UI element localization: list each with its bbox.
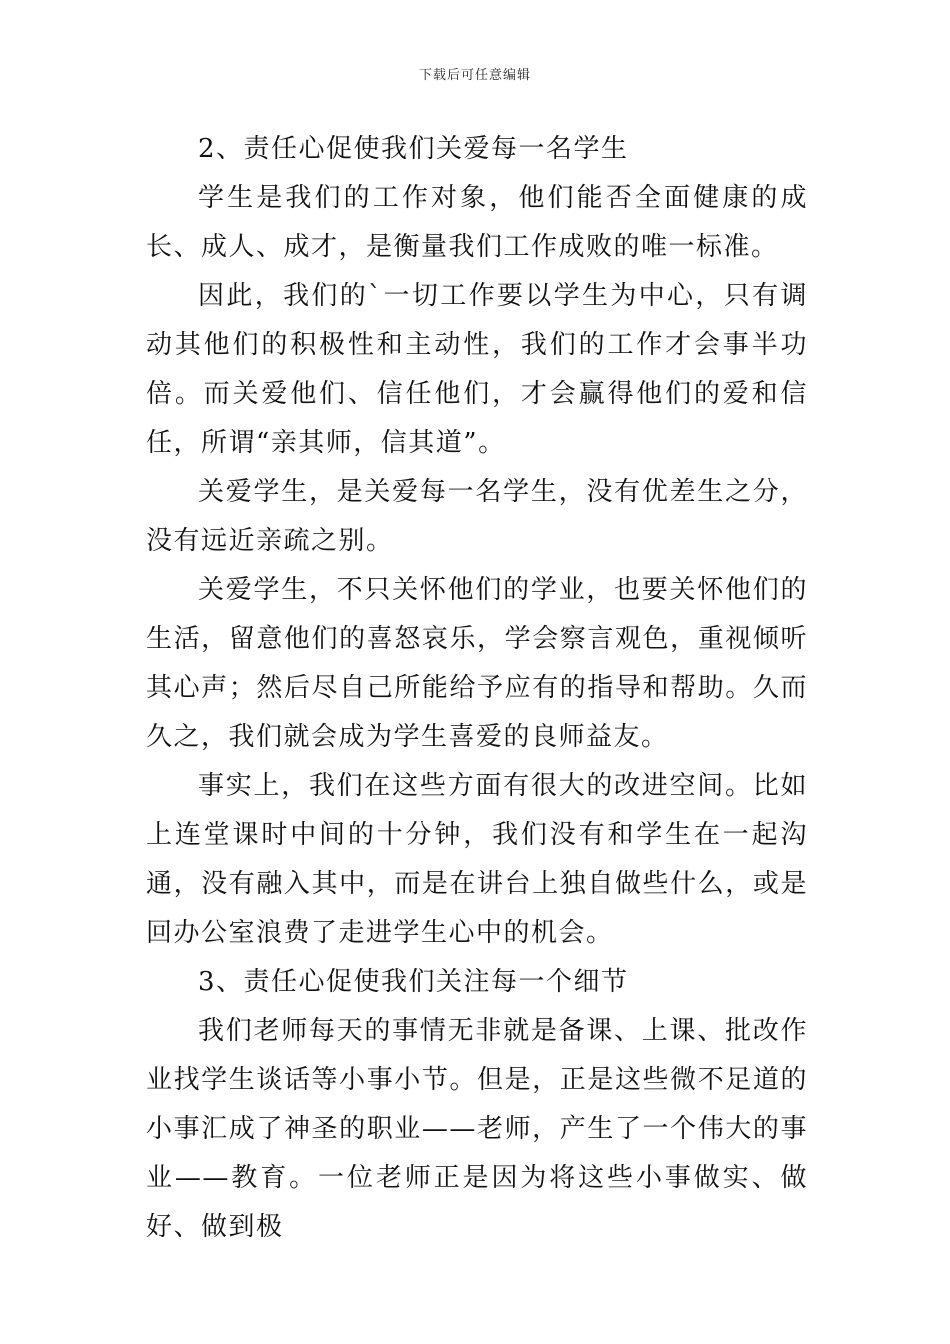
page-header: 下载后可任意编辑: [418, 68, 531, 83]
section-heading-2: 2、责任心促使我们关爱每一名学生: [198, 134, 629, 164]
paragraph: 关爱学生，不只关怀他们的学业，也要关怀他们的生活，留意他们的喜怒哀乐，学会察言观色，重视倾听其心声；然后尽自己所能给予应有的指导和帮助。久而久之，我们就会成为学生喜爱的良师益友。: [146, 575, 808, 752]
document-body: [146, 125, 808, 1252]
paragraph: 事实上，我们在这些方面有很大的改进空间。比如上连堂课时中间的十分钟，我们没有和学生在一起沟通，没有融入其中，而是在讲台上独自做些什么，或是回办公室浪费了走进学生心中的机会。: [146, 771, 808, 948]
paragraph: 学生是我们的工作对象，他们能否全面健康的成长、成人、成才，是衡量我们工作成败的唯一标准。: [146, 183, 808, 262]
paragraph: 关爱学生，是关爱每一名学生，没有优差生之分，没有远近亲疏之别。: [146, 477, 808, 556]
paragraph: 因此，我们的`一切工作要以学生为中心，只有调动其他们的积极性和主动性，我们的工作才会事半功倍。而关爱他们、信任他们，才会赢得他们的爱和信任，所谓“亲其师，信其道”。: [146, 281, 808, 458]
paragraph: 我们老师每天的事情无非就是备课、上课、批改作业找学生谈话等小事小节。但是，正是这些微不足道的小事汇成了神圣的职业——老师，产生了一个伟大的事业——教育。一位老师正是因为将这些小事做实、做好、做到极: [146, 1016, 808, 1242]
section-heading-3: 3、责任心促使我们关注每一个细节: [198, 967, 629, 997]
